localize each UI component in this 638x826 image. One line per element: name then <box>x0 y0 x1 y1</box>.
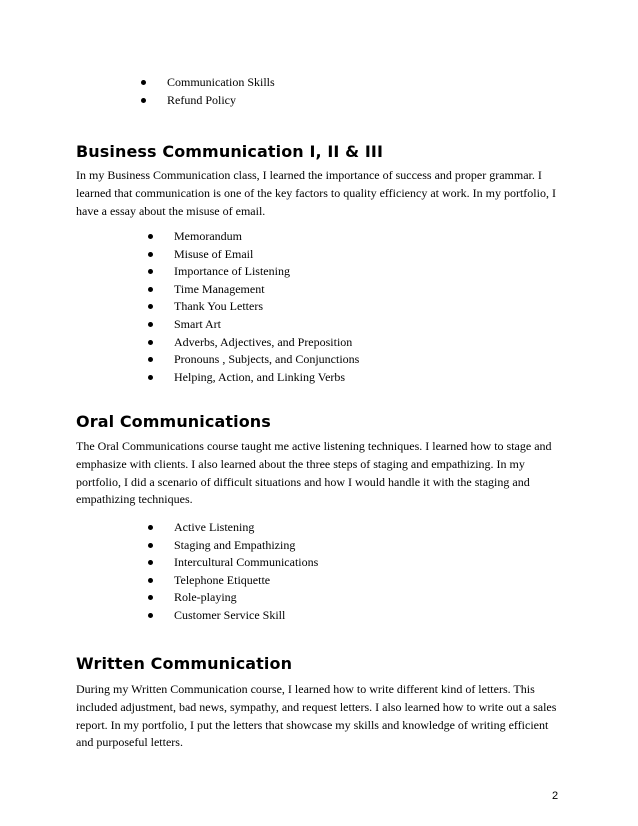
bullet-icon <box>148 357 153 362</box>
oral-bullet-list <box>148 519 318 625</box>
top-bullet-list <box>141 74 275 109</box>
bullet-icon <box>148 269 153 274</box>
bullet-icon <box>148 287 153 292</box>
list-item: Thank You Letters <box>148 298 359 316</box>
list-item: Importance of Listening <box>148 263 359 281</box>
bullet-icon <box>141 98 146 103</box>
list-item: Refund Policy <box>141 92 275 110</box>
section-paragraph: The Oral Communications course taught me active listening techniques. I learned how to stage and emphasize with clients. I also learned about the three steps of staging and empathizing. In my portfolio, I did a scenario of difficult situations and how I would handle it with the staging and empathizing techniques. <box>76 439 552 507</box>
bullet-icon <box>148 234 153 239</box>
bullet-icon <box>148 340 153 345</box>
list-item: Intercultural Communications <box>148 554 318 572</box>
list-item: Misuse of Email <box>148 246 359 264</box>
section-heading-written-communication: Written Communication <box>76 654 293 673</box>
list-item: Memorandum <box>148 228 359 246</box>
list-item: Communication Skills <box>141 74 275 92</box>
list-item: Telephone Etiquette <box>148 572 318 590</box>
bullet-icon <box>148 322 153 327</box>
list-item: Smart Art <box>148 316 359 334</box>
bullet-icon <box>148 304 153 309</box>
list-item: Customer Service Skill <box>148 607 318 625</box>
business-bullet-list <box>148 228 359 386</box>
list-item: Adverbs, Adjectives, and Preposition <box>148 334 359 352</box>
bullet-icon <box>141 80 146 85</box>
page-number: 2 <box>552 790 559 802</box>
bullet-icon <box>148 543 153 548</box>
list-item: Role-playing <box>148 589 318 607</box>
list-item: Time Management <box>148 281 359 299</box>
section-paragraph: During my Written Communication course, I learned how to write different kind of letters. This included adjustment, bad news, sympathy, and request letters. I also learned how to write out a sales report. In my portfolio, I put the letters that showcase my skills and knowledge of writing efficient and purposeful letters. <box>76 682 557 750</box>
list-item: Helping, Action, and Linking Verbs <box>148 369 359 387</box>
bullet-icon <box>148 560 153 565</box>
section-heading-business-communication: Business Communication I, II & III <box>76 142 384 161</box>
bullet-icon <box>148 578 153 583</box>
bullet-icon <box>148 595 153 600</box>
list-item: Staging and Empathizing <box>148 537 318 555</box>
section-heading-oral-communications: Oral Communications <box>76 412 271 431</box>
bullet-icon <box>148 375 153 380</box>
bullet-icon <box>148 252 153 257</box>
list-item: Active Listening <box>148 519 318 537</box>
bullet-icon <box>148 525 153 530</box>
section-paragraph: In my Business Communication class, I learned the importance of success and proper grammar. I learned that communication is one of the key factors to quality efficiency at work. In my portfolio, I have a essay about the misuse of email. <box>76 168 556 218</box>
list-item: Pronouns , Subjects, and Conjunctions <box>148 351 359 369</box>
bullet-icon <box>148 613 153 618</box>
